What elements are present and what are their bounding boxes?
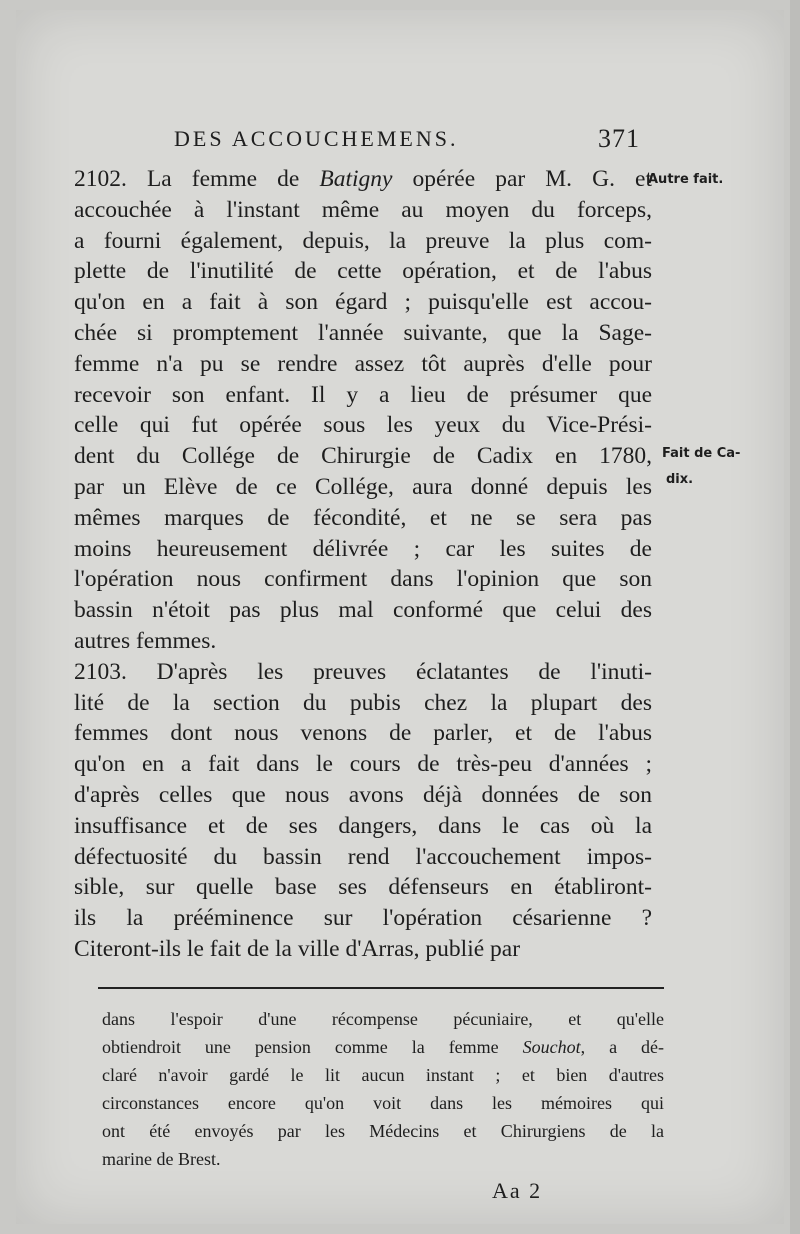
text-line bbox=[74, 164, 652, 194]
margin-note-fait-de-cadix: Fait de Ca- bbox=[662, 446, 741, 461]
text-run: obtiendroit une pension comme la femme bbox=[102, 1037, 523, 1057]
text-line: femmes dont nous venons de parler, et de l'abus bbox=[74, 720, 652, 747]
text-line: celle qui fut opérée sous les yeux du Vice-Prési- bbox=[74, 412, 652, 439]
italic-name: Batigny bbox=[319, 166, 393, 192]
text-line: d'après celles que nous avons déjà données de son bbox=[74, 782, 652, 808]
text-line: bassin n'étoit pas plus mal conformé que celui des bbox=[74, 597, 652, 624]
signature-mark: Aa 2 bbox=[492, 1178, 543, 1203]
text-line: recevoir son enfant. Il y a lieu de présumer que bbox=[74, 381, 652, 408]
running-header bbox=[174, 120, 640, 156]
text-line: par un Elève de ce Collége, aura donné depuis les bbox=[74, 474, 652, 500]
text-line: plette de l'inutilité de cette opération, et de l'abus bbox=[74, 258, 652, 285]
footnote-line: ont été envoyés par les Médecins et Chirurgiens de la bbox=[102, 1121, 664, 1141]
text-line: 2103. D'après les preuves éclatantes de l'inuti- bbox=[74, 658, 652, 685]
text-run: 2102. La femme de bbox=[74, 166, 320, 192]
text-line: Citeront-ils le fait de la ville d'Arras, publié par bbox=[74, 936, 521, 962]
italic-name: Souchot bbox=[522, 1037, 581, 1057]
page-edge bbox=[790, 0, 800, 1234]
text-line: accouchée à l'instant même au moyen du forceps, bbox=[74, 196, 652, 223]
footnote-rule bbox=[98, 987, 664, 989]
text-line: sible, sur quelle base ses défenseurs en établiront- bbox=[74, 874, 652, 901]
text-run: , a dé- bbox=[580, 1037, 664, 1057]
margin-note-autre-fait: Autre fait. bbox=[648, 172, 724, 187]
text-run: opérée par M. G. et bbox=[392, 166, 652, 192]
margin-note-dix: dix. bbox=[666, 472, 694, 487]
text-line: l'opération nous confirment dans l'opinion que son bbox=[74, 566, 652, 593]
footnote-line bbox=[102, 1034, 664, 1060]
text-line: chée si promptement l'année suivante, que la Sage- bbox=[74, 320, 652, 346]
text-line: dent du Collége de Chirurgie de Cadix en 1780, bbox=[74, 443, 652, 470]
text-line: qu'on en a fait dans le cours de très-peu d'années ; bbox=[74, 751, 652, 778]
text-line: moins heureusement délivrée ; car les suites de bbox=[74, 535, 652, 562]
text-line: ils la prééminence sur l'opération césarienne ? bbox=[74, 905, 652, 932]
footnote-line: marine de Brest. bbox=[102, 1149, 221, 1169]
footnote-line: circonstances encore qu'on voit dans les mémoires qui bbox=[102, 1093, 664, 1113]
text-line: femme n'a pu se rendre assez tôt auprès d'elle pour bbox=[74, 350, 652, 377]
running-title: DES ACCOUCHEMENS. bbox=[174, 126, 459, 151]
text-line: défectuosité du bassin rend l'accouchement impos- bbox=[74, 843, 652, 870]
footnote-line: claré n'avoir gardé le lit aucun instant ; et bien d'autres bbox=[102, 1065, 664, 1085]
page-number: 371 bbox=[598, 124, 640, 153]
text-line: a fourni également, depuis, la preuve la plus com- bbox=[74, 227, 652, 254]
footnote-line: dans l'espoir d'une récompense pécuniaire, et qu'elle bbox=[102, 1009, 664, 1029]
text-line: autres femmes. bbox=[74, 628, 217, 654]
text-line: qu'on en a fait à son égard ; puisqu'elle est accou- bbox=[74, 289, 652, 316]
text-line: mêmes marques de fécondité, et ne se sera pas bbox=[74, 504, 652, 531]
text-line: lité de la section du pubis chez la plupart des bbox=[74, 689, 652, 716]
text-line: insuffisance et de ses dangers, dans le cas où la bbox=[74, 812, 652, 839]
